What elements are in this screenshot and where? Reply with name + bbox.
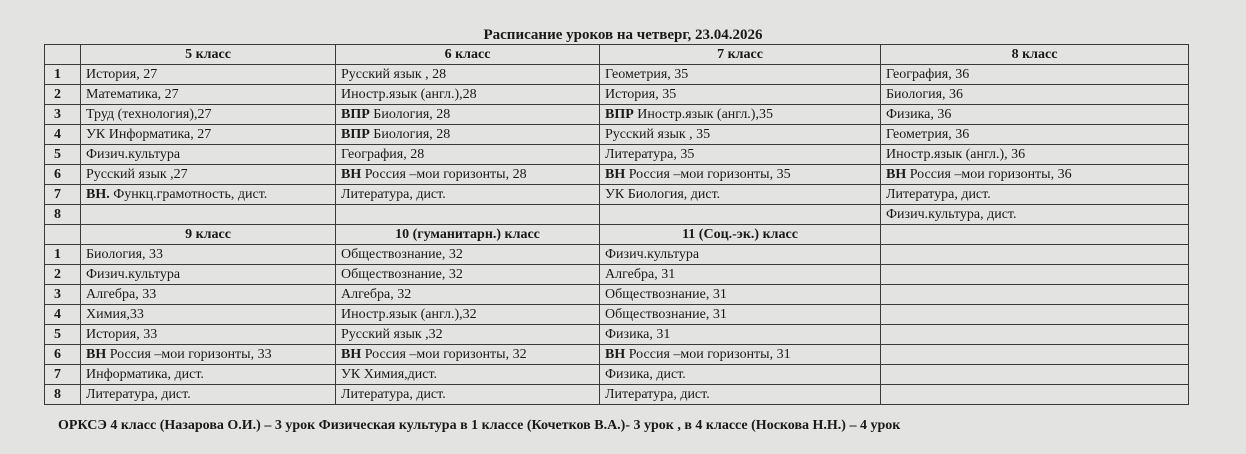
lesson-row (45, 285, 1189, 305)
lesson-number: 6 (45, 165, 81, 185)
lesson-row (45, 365, 1189, 385)
class-header-cell: 10 (гуманитарн.) класс (336, 225, 600, 245)
lesson-subject: УК Химия,дист. (341, 367, 438, 382)
lesson-cell (600, 245, 881, 265)
lesson-cell (336, 245, 600, 265)
lesson-subject: Геометрия, 36 (886, 127, 970, 142)
lesson-row (45, 345, 1189, 365)
lesson-cell (881, 185, 1189, 205)
lesson-cell (600, 385, 881, 405)
lesson-number: 2 (45, 85, 81, 105)
lesson-cell (81, 125, 336, 145)
lesson-cell (81, 265, 336, 285)
lesson-subject: История, 35 (605, 87, 677, 102)
lesson-cell (81, 205, 336, 225)
lesson-cell (600, 345, 881, 365)
header-corner-cell (45, 45, 81, 65)
lesson-cell (881, 325, 1189, 345)
lesson-cell (336, 265, 600, 285)
lesson-cell (81, 285, 336, 305)
class-header-cell: 6 класс (336, 45, 600, 65)
lesson-row (45, 145, 1189, 165)
lesson-number: 3 (45, 105, 81, 125)
lesson-subject: Биология, 36 (886, 87, 964, 102)
lesson-row (45, 245, 1189, 265)
lesson-subject: Физика, 31 (605, 327, 671, 342)
lesson-cell (881, 125, 1189, 145)
lesson-cell (881, 265, 1189, 285)
lesson-prefix: ВН. (86, 187, 110, 202)
lesson-subject: Иностр.язык (англ.), 36 (886, 147, 1026, 162)
lesson-cell (881, 245, 1189, 265)
lesson-prefix: ВН (605, 347, 626, 362)
page-title: Расписание уроков на четверг, 23.04.2026 (483, 27, 763, 43)
lesson-cell (881, 105, 1189, 125)
lesson-number: 7 (45, 365, 81, 385)
lesson-row (45, 305, 1189, 325)
lesson-subject: Информатика, дист. (86, 367, 204, 382)
lesson-number: 6 (45, 345, 81, 365)
lesson-cell (881, 345, 1189, 365)
lesson-subject: Россия –мои горизонты, 35 (625, 167, 791, 182)
lesson-cell (600, 325, 881, 345)
lesson-subject: География, 28 (341, 147, 425, 162)
header-corner-cell (45, 225, 81, 245)
lesson-subject: Литература, дист. (341, 387, 446, 402)
lesson-cell (81, 325, 336, 345)
lesson-cell (81, 145, 336, 165)
lesson-subject: Обществознание, 32 (341, 267, 463, 282)
lesson-number: 7 (45, 185, 81, 205)
lesson-subject: Алгебра, 33 (86, 287, 157, 302)
lesson-number: 3 (45, 285, 81, 305)
lesson-row (45, 65, 1189, 85)
lesson-subject: Физика, дист. (605, 367, 686, 382)
class-header-cell: 7 класс (600, 45, 881, 65)
lesson-number: 4 (45, 125, 81, 145)
lesson-cell (336, 105, 600, 125)
lesson-subject: Физика, 36 (886, 107, 952, 122)
lesson-row (45, 185, 1189, 205)
lesson-subject: УК Информатика, 27 (86, 127, 212, 142)
lesson-cell (881, 165, 1189, 185)
lesson-prefix: ВПР (341, 127, 370, 142)
lesson-subject: Россия –мои горизонты, 33 (106, 347, 272, 362)
lesson-cell (336, 385, 600, 405)
lesson-prefix: ВПР (605, 107, 634, 122)
lesson-subject: История, 33 (86, 327, 158, 342)
lesson-cell (600, 85, 881, 105)
lesson-subject: Россия –мои горизонты, 32 (361, 347, 527, 362)
lesson-subject: Функц.грамотность, дист. (109, 187, 268, 202)
lesson-number: 5 (45, 145, 81, 165)
lesson-subject: Литература, дист. (341, 187, 446, 202)
lesson-cell (336, 285, 600, 305)
lesson-cell (336, 125, 600, 145)
lesson-subject: Биология, 28 (369, 107, 451, 122)
lesson-cell (600, 185, 881, 205)
lesson-subject: Труд (технология),27 (86, 107, 212, 122)
lesson-cell (600, 205, 881, 225)
class-header-cell: 11 (Соц.-эк.) класс (600, 225, 881, 245)
lesson-cell (336, 205, 600, 225)
lesson-subject: Физич.культура (86, 267, 181, 282)
lesson-cell (600, 285, 881, 305)
lesson-subject: Физич.культура (605, 247, 700, 262)
lesson-subject: Иностр.язык (англ.),28 (341, 87, 477, 102)
lesson-subject: Обществознание, 32 (341, 247, 463, 262)
lesson-subject: Иностр.язык (англ.),35 (633, 107, 773, 122)
lesson-prefix: ВПР (341, 107, 370, 122)
lesson-cell (336, 65, 600, 85)
lesson-subject: Физич.культура, дист. (886, 207, 1017, 222)
lesson-number: 4 (45, 305, 81, 325)
lesson-subject: Биология, 28 (369, 127, 451, 142)
lesson-subject: Геометрия, 35 (605, 67, 689, 82)
lesson-subject: Биология, 33 (86, 247, 164, 262)
lesson-subject: Литература, дист. (86, 387, 191, 402)
lesson-cell (336, 165, 600, 185)
lesson-subject: Русский язык ,32 (341, 327, 443, 342)
lesson-cell (81, 345, 336, 365)
lesson-cell (336, 185, 600, 205)
lesson-row (45, 265, 1189, 285)
lesson-row (45, 125, 1189, 145)
schedule-table (44, 44, 1189, 405)
lesson-cell (336, 365, 600, 385)
lesson-cell (600, 265, 881, 285)
lesson-cell (81, 305, 336, 325)
lesson-number: 8 (45, 385, 81, 405)
lesson-subject: Россия –мои горизонты, 36 (906, 167, 1072, 182)
lesson-cell (881, 65, 1189, 85)
lesson-cell (81, 385, 336, 405)
lesson-cell (600, 305, 881, 325)
footer-note: ОРКСЭ 4 класс (Назарова О.И.) – 3 урок Физическая культура в 1 классе (Кочетков В.А.)- 3 урок , в 4 классе (Носкова Н.Н.) – 4 урок (58, 418, 901, 433)
lesson-number: 1 (45, 245, 81, 265)
lesson-cell (600, 105, 881, 125)
lesson-subject: История, 27 (86, 67, 158, 82)
class-header-cell (881, 225, 1189, 245)
lesson-subject: Алгебра, 32 (341, 287, 412, 302)
lesson-subject: Иностр.язык (англ.),32 (341, 307, 477, 322)
lesson-number: 5 (45, 325, 81, 345)
class-header-row (45, 45, 1189, 65)
lesson-cell (81, 65, 336, 85)
lesson-cell (881, 145, 1189, 165)
lesson-subject: Литература, дист. (605, 387, 710, 402)
lesson-cell (336, 85, 600, 105)
lesson-subject: УК Биология, дист. (605, 187, 721, 202)
lesson-cell (881, 365, 1189, 385)
lesson-subject: Русский язык , 28 (341, 67, 447, 82)
lesson-subject: Обществознание, 31 (605, 307, 727, 322)
lesson-prefix: ВН (341, 347, 362, 362)
lesson-cell (81, 245, 336, 265)
lesson-cell (81, 105, 336, 125)
lesson-cell (881, 285, 1189, 305)
lesson-subject: Физич.культура (86, 147, 181, 162)
lesson-prefix: ВН (886, 167, 907, 182)
lesson-cell (600, 145, 881, 165)
lesson-cell (600, 165, 881, 185)
lesson-cell (336, 325, 600, 345)
lesson-subject: Алгебра, 31 (605, 267, 676, 282)
lesson-cell (81, 365, 336, 385)
lesson-cell (81, 185, 336, 205)
lesson-cell (600, 125, 881, 145)
lesson-prefix: ВН (86, 347, 107, 362)
lesson-subject: Литература, 35 (605, 147, 695, 162)
lesson-cell (600, 65, 881, 85)
lesson-subject: Русский язык ,27 (86, 167, 188, 182)
class-header-cell: 5 класс (81, 45, 336, 65)
lesson-subject: Литература, дист. (886, 187, 991, 202)
lesson-prefix: ВН (605, 167, 626, 182)
lesson-number: 1 (45, 65, 81, 85)
lesson-subject: Химия,33 (86, 307, 144, 322)
lesson-subject: Россия –мои горизонты, 28 (361, 167, 527, 182)
lesson-cell (881, 205, 1189, 225)
lesson-prefix: ВН (341, 167, 362, 182)
lesson-cell (881, 305, 1189, 325)
lesson-subject: Русский язык , 35 (605, 127, 711, 142)
lesson-cell (881, 385, 1189, 405)
lesson-row (45, 325, 1189, 345)
lesson-subject: География, 36 (886, 67, 970, 82)
lesson-cell (600, 365, 881, 385)
lesson-row (45, 385, 1189, 405)
lesson-subject: Обществознание, 31 (605, 287, 727, 302)
lesson-row (45, 205, 1189, 225)
class-header-row (45, 225, 1189, 245)
lesson-number: 8 (45, 205, 81, 225)
lesson-cell (336, 345, 600, 365)
lesson-row (45, 85, 1189, 105)
lesson-row (45, 165, 1189, 185)
lesson-cell (336, 305, 600, 325)
class-header-cell: 9 класс (81, 225, 336, 245)
lesson-number: 2 (45, 265, 81, 285)
lesson-cell (336, 145, 600, 165)
lesson-row (45, 105, 1189, 125)
lesson-subject: Россия –мои горизонты, 31 (625, 347, 791, 362)
class-header-cell: 8 класс (881, 45, 1189, 65)
lesson-cell (881, 85, 1189, 105)
lesson-cell (81, 85, 336, 105)
lesson-subject: Математика, 27 (86, 87, 179, 102)
lesson-cell (81, 165, 336, 185)
